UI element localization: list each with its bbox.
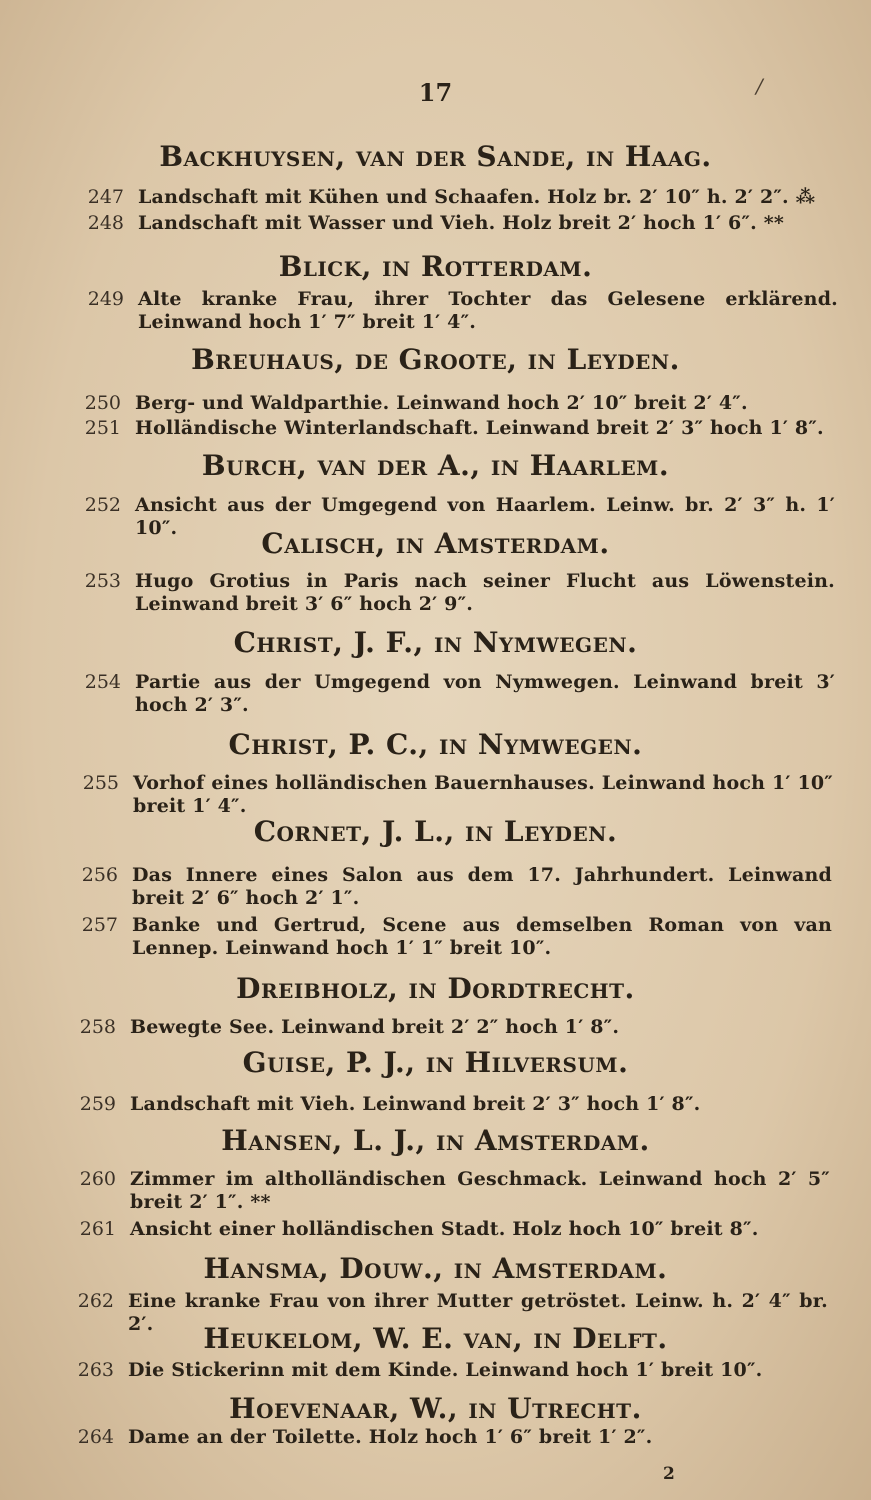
artist-heading: Christ, J. F., in Nymwegen.	[233, 626, 638, 659]
catalog-entry	[84, 417, 835, 440]
catalog-entry	[84, 671, 835, 717]
artist-heading: Guise, P. J., in Hilversum.	[242, 1046, 629, 1079]
catalog-entry	[87, 186, 838, 209]
artist-heading: Blick, in Rotterdam.	[278, 250, 593, 283]
entry-text: Partie aus der Umgegend von Nymwegen. Leinwand breit 3′ hoch 2′ 3″.	[135, 671, 835, 716]
catalog-entry	[79, 1016, 830, 1039]
entry-text: Alte kranke Frau, ihrer Tochter das Gelesene erklärend. Leinwand hoch 1′ 7″ breit 1′ 4″.	[138, 288, 838, 333]
entry-number: 247	[87, 186, 124, 208]
entry-text: Die Stickerinn mit dem Kinde. Leinwand hoch 1′ breit 10″.	[128, 1359, 763, 1381]
entry-text: Vorhof eines holländischen Bauernhauses. Leinwand hoch 1′ 10″ breit 1′ 4″.	[133, 772, 833, 817]
artist-heading: Hoevenaar, W., in Utrecht.	[229, 1392, 642, 1425]
entry-text: Hugo Grotius in Paris nach seiner Flucht aus Löwenstein. Leinwand breit 3′ 6″ hoch 2′ 9″.	[135, 570, 835, 615]
entry-number: 253	[84, 570, 121, 592]
catalog-entry	[79, 1093, 830, 1116]
entry-number: 258	[79, 1016, 116, 1038]
entry-text: Banke und Gertrud, Scene aus demselben Roman von van Lennep. Leinwand hoch 1′ 1″ breit 10″.	[132, 914, 832, 959]
artist-heading: Cornet, J. L., in Leyden.	[253, 815, 618, 848]
artist-heading: Heukelom, W. E. van, in Delft.	[203, 1322, 668, 1355]
entry-number: 250	[84, 392, 121, 414]
entry-text: Landschaft mit Kühen und Schaafen. Holz br. 2′ 10″ h. 2′ 2″. ⁂	[138, 186, 816, 208]
catalog-entry	[79, 1218, 830, 1241]
entry-number: 256	[81, 864, 118, 886]
catalog-entry	[87, 288, 838, 334]
entry-number: 261	[79, 1218, 116, 1240]
entry-number: 260	[79, 1168, 116, 1190]
entry-number: 254	[84, 671, 121, 693]
catalog-entry	[79, 1168, 830, 1214]
entry-number: 264	[77, 1426, 114, 1448]
artist-heading: Christ, P. C., in Nymwegen.	[228, 728, 643, 761]
entry-text: Eine kranke Frau von ihrer Mutter getröstet. Leinw. h. 2′ 4″ br. 2′.	[128, 1290, 828, 1335]
artist-heading: Hansma, Douw., in Amsterdam.	[203, 1252, 668, 1285]
artist-heading: Breuhaus, de Groote, in Leyden.	[191, 343, 680, 376]
entry-text: Ansicht aus der Umgegend von Haarlem. Leinw. br. 2′ 3″ h. 1′ 10″.	[135, 494, 835, 539]
entry-text: Holländische Winterlandschaft. Leinwand breit 2′ 3″ hoch 1′ 8″.	[135, 417, 824, 439]
signature-mark: 2	[663, 1464, 675, 1484]
entry-number: 252	[84, 494, 121, 516]
entry-number: 262	[77, 1290, 114, 1312]
entry-number: 248	[87, 212, 124, 234]
entry-number: 259	[79, 1093, 116, 1115]
catalog-entry	[82, 772, 833, 818]
entry-number: 249	[87, 288, 124, 310]
entry-text: Bewegte See. Leinwand breit 2′ 2″ hoch 1′ 8″.	[130, 1016, 620, 1038]
corner-mark: /	[756, 74, 763, 98]
catalog-entry	[81, 914, 832, 960]
catalog-entry	[84, 392, 835, 415]
artist-heading: Burch, van der A., in Haarlem.	[201, 449, 670, 482]
artist-heading: Dreibholz, in Dordtrecht.	[236, 972, 635, 1005]
catalog-entry	[77, 1359, 828, 1382]
entry-number: 251	[84, 417, 121, 439]
catalog-entry	[81, 864, 832, 910]
catalog-entry	[77, 1426, 828, 1449]
entry-text: Landschaft mit Vieh. Leinwand breit 2′ 3″ hoch 1′ 8″.	[130, 1093, 701, 1115]
entry-text: Landschaft mit Wasser und Vieh. Holz breit 2′ hoch 1′ 6″. **	[138, 212, 785, 234]
entry-text: Dame an der Toilette. Holz hoch 1′ 6″ breit 1′ 2″.	[128, 1426, 653, 1448]
entry-number: 263	[77, 1359, 114, 1381]
entry-text: Das Innere eines Salon aus dem 17. Jahrhundert. Leinwand breit 2′ 6″ hoch 2′ 1″.	[132, 864, 832, 909]
entry-text: Ansicht einer holländischen Stadt. Holz hoch 10″ breit 8″.	[130, 1218, 759, 1240]
entry-number: 255	[82, 772, 119, 794]
artist-heading: Hansen, L. J., in Amsterdam.	[221, 1124, 650, 1157]
catalog-entry	[84, 570, 835, 616]
artist-heading: Calisch, in Amsterdam.	[261, 527, 610, 560]
entry-text: Berg- und Waldparthie. Leinwand hoch 2′ 10″ breit 2′ 4″.	[135, 392, 748, 414]
catalog-entry	[87, 212, 838, 235]
entry-text: Zimmer im altholländischen Geschmack. Leinwand hoch 2′ 5″ breit 2′ 1″. **	[130, 1168, 830, 1213]
entry-number: 257	[81, 914, 118, 936]
artist-heading: Backhuysen, van der Sande, in Haag.	[159, 140, 712, 173]
page-number: 17	[418, 78, 453, 107]
